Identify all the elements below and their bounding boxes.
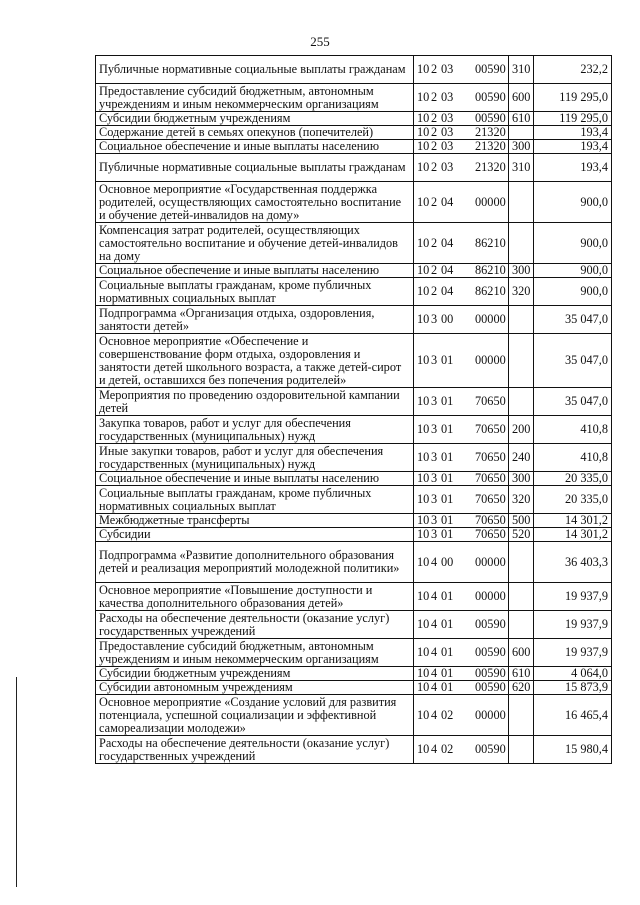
- row-target: 00000: [475, 353, 506, 367]
- row-amount: 19 937,9: [534, 639, 612, 667]
- row-amount: 20 335,0: [534, 486, 612, 514]
- row-amount: 14 301,2: [534, 514, 612, 528]
- row-section: 10: [417, 139, 430, 153]
- row-name: Межбюджетные трансферты: [96, 514, 414, 528]
- row-name: Публичные нормативные социальные выплаты гражданам: [96, 56, 414, 84]
- row-program: 3: [431, 513, 438, 527]
- row-code: [414, 388, 509, 416]
- row-amount: 410,8: [534, 416, 612, 444]
- row-section: 10: [417, 422, 430, 436]
- row-program: 2: [431, 284, 438, 298]
- row-section: 10: [417, 125, 430, 139]
- row-program: 2: [431, 263, 438, 277]
- row-target: 70650: [475, 513, 506, 527]
- row-subprogram: 04: [441, 194, 454, 209]
- row-code: [414, 639, 509, 667]
- row-amount: 36 403,3: [534, 542, 612, 583]
- row-amount: 4 064,0: [534, 667, 612, 681]
- row-expense-type: 300: [509, 264, 534, 278]
- row-target: 70650: [475, 471, 506, 485]
- table-row: [96, 306, 612, 334]
- row-expense-type: 310: [509, 56, 534, 84]
- row-code: [414, 182, 509, 223]
- row-program: 3: [431, 353, 438, 367]
- row-name: Предоставление субсидий бюджетным, автономным учреждениям и иным некоммерческим организациям: [96, 84, 414, 112]
- row-section: 10: [417, 194, 430, 209]
- row-target: 70650: [475, 450, 506, 464]
- row-section: 10: [417, 742, 430, 756]
- row-target: 86210: [475, 263, 506, 277]
- row-expense-type: 200: [509, 416, 534, 444]
- row-name: Расходы на обеспечение деятельности (оказание услуг) государственных учреждений: [96, 611, 414, 639]
- row-subprogram: 04: [441, 284, 454, 298]
- table-row: [96, 334, 612, 388]
- row-program: 4: [431, 707, 438, 722]
- row-name: Иные закупки товаров, работ и услуг для обеспечения государственных (муниципальных) нужд: [96, 444, 414, 472]
- row-subprogram: 01: [441, 353, 454, 367]
- row-section: 10: [417, 680, 430, 694]
- row-program: 3: [431, 394, 438, 408]
- row-name: Содержание детей в семьях опекунов (попечителей): [96, 126, 414, 140]
- row-expense-type: 300: [509, 140, 534, 154]
- row-section: 10: [417, 284, 430, 298]
- row-code: [414, 223, 509, 264]
- table-row: [96, 695, 612, 736]
- table-row: [96, 681, 612, 695]
- table-row: [96, 126, 612, 140]
- row-expense-type: 300: [509, 472, 534, 486]
- row-amount: 900,0: [534, 223, 612, 264]
- row-program: 4: [431, 666, 438, 680]
- row-target: 00590: [475, 742, 506, 756]
- row-expense-type: 610: [509, 112, 534, 126]
- row-program: 2: [431, 90, 438, 104]
- row-code: [414, 56, 509, 84]
- row-expense-type: 320: [509, 486, 534, 514]
- row-target: 00590: [475, 666, 506, 680]
- row-name: Компенсация затрат родителей, осуществляющих самостоятельно воспитание и обучение детей-инвалидов на дому: [96, 223, 414, 264]
- row-amount: 35 047,0: [534, 306, 612, 334]
- row-section: 10: [417, 160, 430, 174]
- table-row: [96, 583, 612, 611]
- row-subprogram: 01: [441, 666, 454, 680]
- row-program: 3: [431, 312, 438, 326]
- row-subprogram: 03: [441, 111, 454, 125]
- row-section: 10: [417, 263, 430, 277]
- row-name: Основное мероприятие «Государственная поддержка родителей, осуществляющих самостоятельно воспитание и обучение детей-инвалидов на дому»: [96, 182, 414, 223]
- row-program: 3: [431, 450, 438, 464]
- row-name: Основное мероприятие «Повышение доступности и качества дополнительного образования детей»: [96, 583, 414, 611]
- row-amount: 19 937,9: [534, 611, 612, 639]
- row-name: Публичные нормативные социальные выплаты гражданам: [96, 154, 414, 182]
- row-code: [414, 681, 509, 695]
- row-section: 10: [417, 707, 430, 722]
- row-subprogram: 01: [441, 394, 454, 408]
- row-code: [414, 264, 509, 278]
- row-subprogram: 03: [441, 139, 454, 153]
- table-row: [96, 112, 612, 126]
- table-row: [96, 140, 612, 154]
- row-target: 00000: [475, 707, 506, 722]
- row-amount: 232,2: [534, 56, 612, 84]
- budget-table-body: [96, 56, 612, 764]
- row-section: 10: [417, 62, 430, 76]
- page-number: 255: [310, 34, 330, 49]
- row-section: 10: [417, 513, 430, 527]
- row-target: 70650: [475, 527, 506, 541]
- row-target: 86210: [475, 284, 506, 298]
- row-target: 86210: [475, 235, 506, 250]
- row-code: [414, 514, 509, 528]
- table-row: [96, 472, 612, 486]
- row-amount: 15 980,4: [534, 736, 612, 764]
- row-amount: 35 047,0: [534, 334, 612, 388]
- row-name: Социальные выплаты гражданам, кроме публичных нормативных социальных выплат: [96, 278, 414, 306]
- row-name: Социальное обеспечение и иные выплаты населению: [96, 140, 414, 154]
- table-row: [96, 611, 612, 639]
- row-amount: 193,4: [534, 154, 612, 182]
- row-amount: 900,0: [534, 264, 612, 278]
- row-program: 3: [431, 422, 438, 436]
- row-target: 21320: [475, 139, 506, 153]
- row-name: Социальное обеспечение и иные выплаты населению: [96, 472, 414, 486]
- table-row: [96, 278, 612, 306]
- row-target: 00590: [475, 680, 506, 694]
- row-program: 2: [431, 62, 438, 76]
- row-amount: 900,0: [534, 182, 612, 223]
- row-name: Субсидии: [96, 528, 414, 542]
- row-subprogram: 00: [441, 312, 454, 326]
- row-name: Подпрограмма «Развитие дополнительного образования детей и реализация мероприятий молодежной политики»: [96, 542, 414, 583]
- row-program: 2: [431, 160, 438, 174]
- row-expense-type: 500: [509, 514, 534, 528]
- row-code: [414, 611, 509, 639]
- row-program: 2: [431, 111, 438, 125]
- row-subprogram: 03: [441, 62, 454, 76]
- row-subprogram: 01: [441, 589, 454, 603]
- row-name: Мероприятия по проведению оздоровительной кампании детей: [96, 388, 414, 416]
- row-program: 4: [431, 617, 438, 631]
- row-name: Субсидии бюджетным учреждениям: [96, 112, 414, 126]
- row-name: Субсидии бюджетным учреждениям: [96, 667, 414, 681]
- row-amount: 16 465,4: [534, 695, 612, 736]
- table-row: [96, 388, 612, 416]
- table-row: [96, 639, 612, 667]
- table-row: [96, 444, 612, 472]
- row-amount: 119 295,0: [534, 112, 612, 126]
- row-name: Закупка товаров, работ и услуг для обеспечения государственных (муниципальных) нужд: [96, 416, 414, 444]
- row-expense-type: 600: [509, 84, 534, 112]
- row-subprogram: 01: [441, 492, 454, 506]
- row-subprogram: 01: [441, 680, 454, 694]
- row-target: 21320: [475, 125, 506, 139]
- row-amount: 20 335,0: [534, 472, 612, 486]
- row-amount: 119 295,0: [534, 84, 612, 112]
- row-name: Основное мероприятие «Обеспечение и совершенствование форм отдыха, оздоровления и занятости детей школьного возраста, а также детей-сирот и детей, оставшихся без попечения родителей»: [96, 334, 414, 388]
- row-section: 10: [417, 589, 430, 603]
- table-row: [96, 514, 612, 528]
- row-section: 10: [417, 353, 430, 367]
- row-amount: 900,0: [534, 278, 612, 306]
- row-subprogram: 01: [441, 645, 454, 659]
- row-name: Предоставление субсидий бюджетным, автономным учреждениям и иным некоммерческим организациям: [96, 639, 414, 667]
- row-program: 3: [431, 527, 438, 541]
- row-target: 70650: [475, 422, 506, 436]
- row-program: 3: [431, 492, 438, 506]
- row-section: 10: [417, 617, 430, 631]
- row-expense-type: 600: [509, 639, 534, 667]
- row-target: 00000: [475, 194, 506, 209]
- row-section: 10: [417, 666, 430, 680]
- row-amount: 193,4: [534, 126, 612, 140]
- row-code: [414, 583, 509, 611]
- row-program: 2: [431, 139, 438, 153]
- row-code: [414, 140, 509, 154]
- table-row: [96, 223, 612, 264]
- row-amount: 19 937,9: [534, 583, 612, 611]
- row-code: [414, 84, 509, 112]
- row-section: 10: [417, 111, 430, 125]
- row-section: 10: [417, 554, 430, 569]
- table-row: [96, 416, 612, 444]
- budget-table: [95, 55, 612, 764]
- margin-rule: [16, 677, 17, 887]
- row-target: 00000: [475, 312, 506, 326]
- row-program: 4: [431, 680, 438, 694]
- table-row: [96, 264, 612, 278]
- row-subprogram: 03: [441, 160, 454, 174]
- row-subprogram: 01: [441, 513, 454, 527]
- row-code: [414, 444, 509, 472]
- row-code: [414, 306, 509, 334]
- row-code: [414, 736, 509, 764]
- row-expense-type: 620: [509, 681, 534, 695]
- row-target: 70650: [475, 394, 506, 408]
- row-section: 10: [417, 492, 430, 506]
- row-code: [414, 126, 509, 140]
- table-row: [96, 542, 612, 583]
- row-amount: 35 047,0: [534, 388, 612, 416]
- table-row: [96, 528, 612, 542]
- row-name: Подпрограмма «Организация отдыха, оздоровления, занятости детей»: [96, 306, 414, 334]
- row-program: 2: [431, 125, 438, 139]
- row-section: 10: [417, 450, 430, 464]
- table-row: [96, 56, 612, 84]
- row-target: 00590: [475, 90, 506, 104]
- row-subprogram: 04: [441, 235, 454, 250]
- table-row: [96, 154, 612, 182]
- row-code: [414, 667, 509, 681]
- row-name: Субсидии автономным учреждениям: [96, 681, 414, 695]
- row-code: [414, 112, 509, 126]
- row-program: 4: [431, 645, 438, 659]
- row-expense-type: 320: [509, 278, 534, 306]
- row-target: 21320: [475, 160, 506, 174]
- row-program: 4: [431, 742, 438, 756]
- row-expense-type: 310: [509, 154, 534, 182]
- row-target: 00590: [475, 62, 506, 76]
- row-target: 70650: [475, 492, 506, 506]
- row-code: [414, 472, 509, 486]
- row-code: [414, 334, 509, 388]
- row-code: [414, 486, 509, 514]
- row-program: 2: [431, 194, 438, 209]
- row-amount: 15 873,9: [534, 681, 612, 695]
- row-subprogram: 00: [441, 554, 454, 569]
- row-section: 10: [417, 471, 430, 485]
- row-subprogram: 01: [441, 422, 454, 436]
- row-subprogram: 02: [441, 742, 454, 756]
- row-subprogram: 01: [441, 471, 454, 485]
- row-section: 10: [417, 394, 430, 408]
- table-row: [96, 84, 612, 112]
- row-section: 10: [417, 645, 430, 659]
- row-amount: 410,8: [534, 444, 612, 472]
- row-code: [414, 528, 509, 542]
- row-subprogram: 04: [441, 263, 454, 277]
- row-amount: 14 301,2: [534, 528, 612, 542]
- table-row: [96, 182, 612, 223]
- row-section: 10: [417, 90, 430, 104]
- row-program: 4: [431, 554, 438, 569]
- row-expense-type: 610: [509, 667, 534, 681]
- row-section: 10: [417, 312, 430, 326]
- row-code: [414, 542, 509, 583]
- table-row: [96, 736, 612, 764]
- row-expense-type: 520: [509, 528, 534, 542]
- row-program: 4: [431, 589, 438, 603]
- row-expense-type: 240: [509, 444, 534, 472]
- row-subprogram: 02: [441, 707, 454, 722]
- row-section: 10: [417, 527, 430, 541]
- row-subprogram: 03: [441, 125, 454, 139]
- row-code: [414, 695, 509, 736]
- row-name: Социальное обеспечение и иные выплаты населению: [96, 264, 414, 278]
- row-subprogram: 01: [441, 527, 454, 541]
- row-amount: 193,4: [534, 140, 612, 154]
- row-name: Расходы на обеспечение деятельности (оказание услуг) государственных учреждений: [96, 736, 414, 764]
- row-subprogram: 03: [441, 90, 454, 104]
- row-program: 3: [431, 471, 438, 485]
- table-row: [96, 667, 612, 681]
- row-target: 00590: [475, 617, 506, 631]
- row-target: 00000: [475, 554, 506, 569]
- row-code: [414, 416, 509, 444]
- table-row: [96, 486, 612, 514]
- row-code: [414, 154, 509, 182]
- row-target: 00590: [475, 111, 506, 125]
- row-section: 10: [417, 235, 430, 250]
- row-target: 00590: [475, 645, 506, 659]
- row-name: Социальные выплаты гражданам, кроме публичных нормативных социальных выплат: [96, 486, 414, 514]
- row-program: 2: [431, 235, 438, 250]
- row-subprogram: 01: [441, 617, 454, 631]
- row-code: [414, 278, 509, 306]
- row-subprogram: 01: [441, 450, 454, 464]
- row-target: 00000: [475, 589, 506, 603]
- row-name: Основное мероприятие «Создание условий для развития потенциала, успешной социализации и эффективной самореализации молодежи»: [96, 695, 414, 736]
